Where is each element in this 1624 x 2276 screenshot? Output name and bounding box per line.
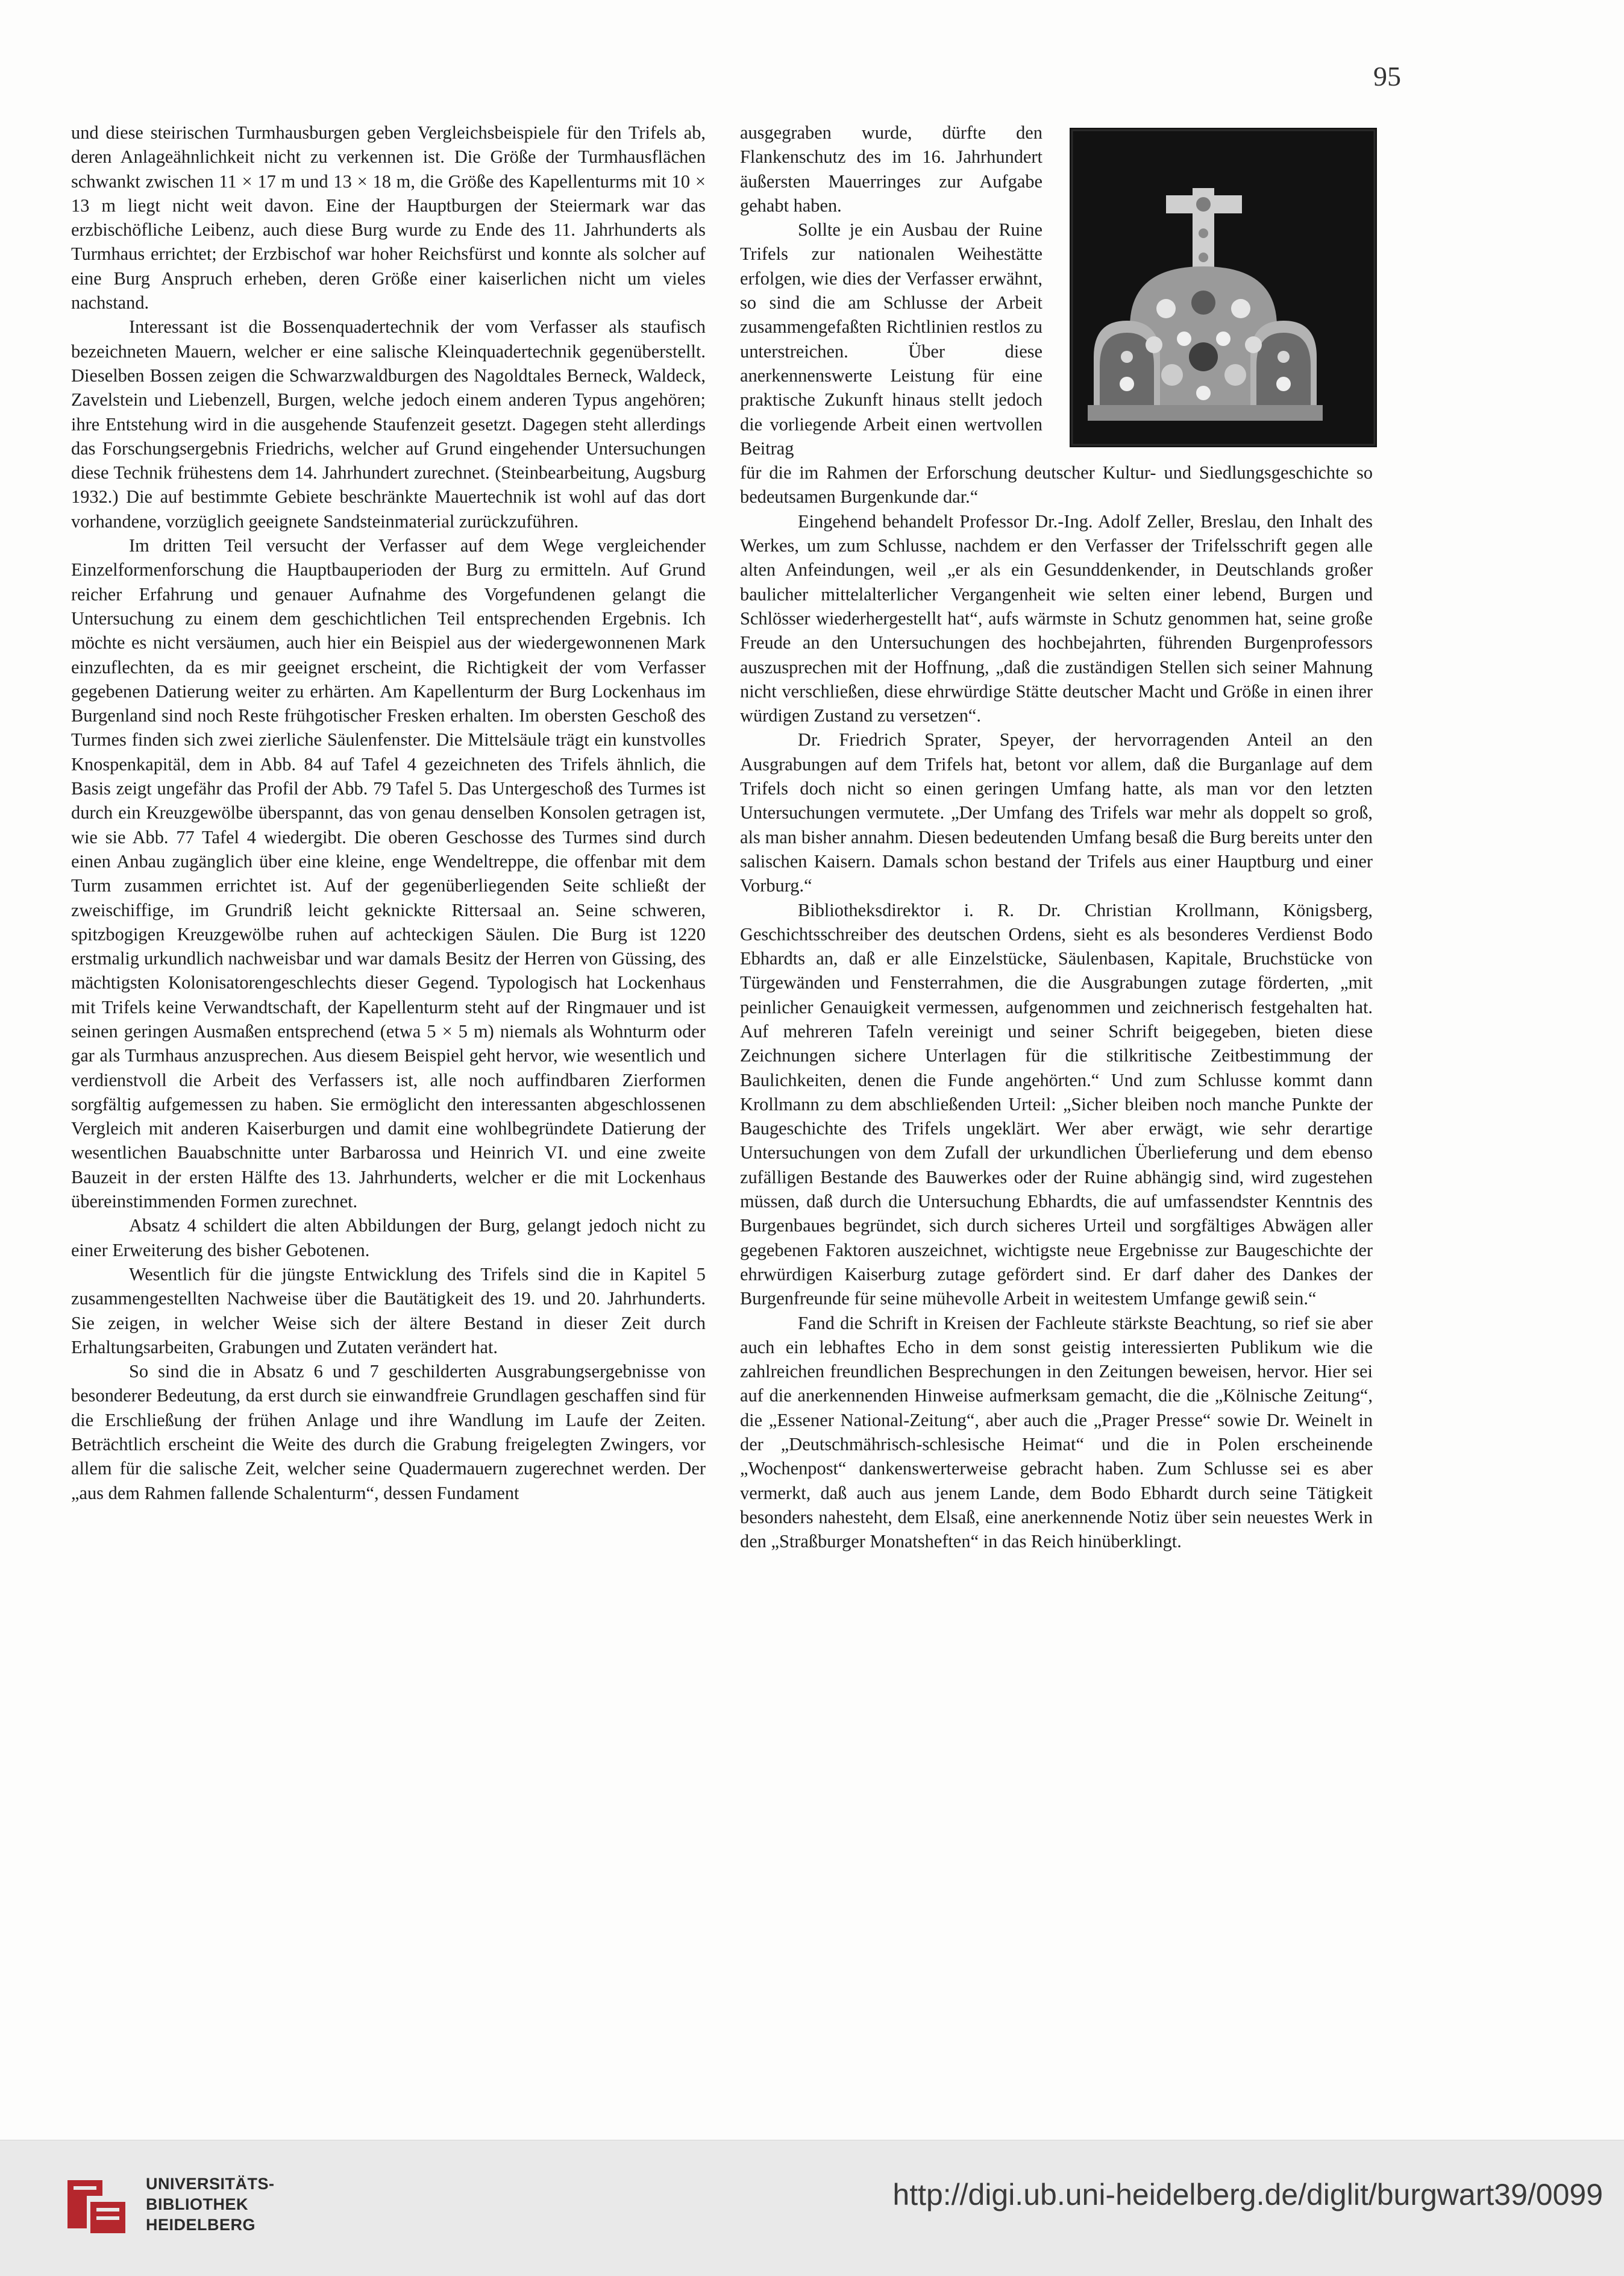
crown-photograph <box>1070 128 1377 447</box>
paragraph: Interessant ist die Bossenquadertechnik der vom Verfasser als staufisch bezeichneten Mauern, welcher er eine salische Kleinquadertechnik gegenüberstellt. Dieselben Bossen zeigen die Schwarzwaldburgen des Nagoldtales Berneck, Waldeck, Zavelstein und Liebenzell, Burgen, welche jedoch einem anderen Typus angehören; ihre Entstehung wird in die ausgehende Staufenzeit gesetzt. Dagegen steht allerdings das Forschungsergebnis Friedrichs, welcher auf Grund eingehender Untersuchungen diese Technik frühestens dem 14. Jahrhundert zurechnet. (Steinbearbeitung, Augsburg 1932.) Die auf bestimmte Gebiete beschränkte Mauertechnik ist wohl auf das dort vorhandene, vorzüglich geeignete Sandsteinmaterial zurückzuführen. <box>71 316 706 532</box>
left-column <box>71 121 706 1505</box>
library-name-line: UNIVERSITÄTS- <box>146 2175 275 2193</box>
text-beside-illustration <box>740 121 1042 461</box>
paragraph: Absatz 4 schildert die alten Abbildungen der Burg, gelangt jedoch nicht zu einer Erweiterung des bisher Gebotenen. <box>71 1215 706 1260</box>
source-url-link[interactable]: http://digi.ub.uni-heidelberg.de/diglit/burgwart39/0099 <box>892 2178 1603 2212</box>
paragraph: Sollte je ein Ausbau der Ruine Trifels zur nationalen Weihestätte erfolgen, wie dies der Verfasser erwähnt, so sind die am Schlusse der Arbeit zusammengefaßten Richtlinien restlos zu unterstreichen. Über diese anerkennenswerte Leistung für eine praktische Zukunft hinaus stellt jedoch die vorliegende Arbeit einen wertvollen Beitrag <box>740 219 1042 459</box>
paragraph: Fand die Schrift in Kreisen der Fachleute stärkste Beachtung, so rief sie aber auch ein lebhaftes Echo in dem sonst geistig interessierten Publikum wie die zahlreichen freundlichen Besprechungen in den Zeitungen beweisen, hervor. Hier sei auf die anerkennenden Hinweise aufmerksam gemacht, die die „Kölnische Zeitung“, die „Essener National-Zeitung“, aber auch die „Prager Presse“ sowie Dr. Weinelt in der „Deutschmährisch-schlesische Heimat“ und die in Polen erscheinende „Wochenpost“ dankenswerterweise gebracht haben. Zum Schlusse sei es aber vermerkt, daß auch aus jenem Lande, dem Bodo Ebhardt durch seine Tätigkeit besonders nahesteht, dem Elsaß, eine anerkennende Notiz über sein neuestes Werk in den „Straßburger Monatsheften“ in das Reich hinüberklingt. <box>740 1312 1373 1552</box>
library-name <box>146 2174 275 2235</box>
crown-image <box>1070 128 1377 447</box>
paragraph: So sind die in Absatz 6 und 7 geschilderten Ausgrabungsergebnisse von besonderer Bedeutung, da erst durch sie einwandfreie Grundlagen geschaffen sind für die Erschließung der frühen Anlage und ihre Wandlung im Laufe der Zeiten. Beträchtlich erscheint die Weite des durch die Grabung freigelegten Zwingers, vor allem für die salische Zeit, welcher seine Quadermauern zugerechnet werden. Der „aus dem Rahmen fallende Schalenturm“, dessen Fundament <box>71 1361 706 1503</box>
paragraph: ausgegraben wurde, dürfte den Flankenschutz des im 16. Jahrhundert äußersten Mauerringes zur Aufgabe gehabt haben. <box>740 122 1042 216</box>
paragraph: Eingehend behandelt Professor Dr.-Ing. Adolf Zeller, Breslau, den Inhalt des Werkes, um zum Schlusse, nachdem er den Verfasser der Trifelsschrift gegen alle alten Anfeindungen, weil „er als ein Gesunddenkender, in Deutschlands großer baulicher mittelalterlicher Vergangenheit wie selten einer lebend, Burgen und Schlösser wiederhergestellt hat“, aufs wärmste in Schutz genommen hat, seine große Freude an den Untersuchungen des hochbejahrten, führenden Burgenprofessors auszusprechen mit der Hoffnung, „daß die zuständigen Stellen sich seiner Mahnung nicht verschließen, diese ehrwürdige Stätte deutscher Macht und Größe in einen ihrer würdigen Zustand zu versetzen“. <box>740 511 1373 726</box>
library-name-line: BIBLIOTHEK <box>146 2195 248 2213</box>
paragraph: für die im Rahmen der Erforschung deutscher Kultur- und Siedlungsgeschichte so bedeutsamen Burgenkunde dar.“ <box>740 462 1373 508</box>
paragraph: Im dritten Teil versucht der Verfasser auf dem Wege vergleichender Einzelformenforschung die Hauptbauperioden der Burg zu ermitteln. Auf Grund reicher Erfahrung und genauer Aufnahme des Vorgefundenen gelangt die Untersuchung zu einem dem geschichtlichen Teil entsprechenden Ergebnis. Ich möchte es nicht versäumen, auch hier ein Beispiel aus der wiedergewonnenen Mark einzuflechten, da es mir geeignet erscheint, die Richtigkeit der vom Verfasser gegebenen Datierung weiter zu erhärten. Am Kapellenturm der Burg Lockenhaus im Burgenland sind noch Reste frühgotischer Fresken erhalten. Im obersten Geschoß des Turmes finden sich zwei zierliche Säulenfenster. Die Mittelsäule trägt ein kunstvolles Knospenkapitäl, dem in Abb. 84 auf Tafel 4 gezeichneten des Trifels ähnlich, die Basis zeigt ungefähr das Profil der Abb. 79 Tafel 5. Das Untergeschoß des Turmes ist durch ein Kreuzgewölbe überspannt, das von genau denselben Konsolen getragen ist, wie sie Abb. 77 Tafel 4 wiedergibt. Die oberen Geschosse des Turmes sind durch einen Anbau zugänglich über eine kleine, enge Wendeltreppe, die offenbar mit dem Turm zusammen errichtet ist. Auf der gegenüberliegenden Seite schließt der zweischiffige, im Grundriß leicht geknickte Rittersaal an. Seine schweren, spitzbogigen Kreuzgewölbe ruhen auf achteckigen Säulen. Die Burg ist 1220 erstmalig urkundlich nachweisbar und war damals Besitz der Herren von Güssing, des mächtigsten Kolonisatorengeschlechts dieser Gegend. Typologisch hat Lockenhaus mit Trifels keine Verwandtschaft, der Kapellenturm steht auf der Ringmauer und ist seinen geringen Ausmaßen entsprechend (etwa 5 × 5 m) niemals als Wohnturm oder gar als Turmhaus anzusprechen. Aus diesem Beispiel geht hervor, wie wesentlich und verdienstvoll die Arbeit des Verfassers ist, alle noch auffindbaren Zierformen sorgfältig aufgemessen zu haben. Sie ermöglicht den interessanten abgeschlossenen Vergleich mit anderen Kaiserburgen und damit eine wohlbegründete Datierung der wesentlichen Bauabschnitte unter Barbarossa und Heinrich VI. und eine zweite Bauzeit in der ersten Hälfte des 13. Jahrhunderts, welcher er die mit Lockenhaus übereinstimmenden Formen zurechnet. <box>71 535 706 1212</box>
paragraph: Bibliotheksdirektor i. R. Dr. Christian Krollmann, Königsberg, Geschichtsschreiber des deutschen Ordens, sieht es als besonderes Verdienst Bodo Ebhardts an, daß er alle Einzelstücke, Säulenbasen, Kapitale, Bruchstücke von Türgewänden und Fensterrahmen, die die Ausgrabungen zutage förderten, „mit peinlicher Genauigkeit vermessen, aufgenommen und zeichnerisch festgehalten hat. Auf mehreren Tafeln vereinigt und seiner Schrift beigegeben, bieten diese Zeichnungen sichere Unterlagen für die stilkritische Zeitbestimmung der Baulichkeiten, denen die Funde angehörten.“ Und zum Schlusse kommt dann Krollmann zu dem abschließenden Urteil: „Sicher bleiben noch manche Punkte der Baugeschichte des Trifels ungeklärt. Wer aber erwägt, wie sehr derartige Untersuchungen von dem Zufall der urkundlichen Überlieferung und dem ebenso zufälligen Bestande des Bauwerkes oder der Ruine abhängig sind, wird zugestehen müssen, daß durch die Untersuchung Ebhardts, die auf umfassendster Kenntnis des Burgenbaues begründet, sich durch sicheres Urteil und sorgfältiges Abwägen aller gegebenen Faktoren auszeichnet, wichtigste neue Ergebnisse zur Baugeschichte der ehrwürdigen Kaiserburg zutage gefördert sind. Er darf daher des Dankes der Burgenfreunde für seine mühevolle Arbeit in weitestem Umfange gewiß sein.“ <box>740 899 1373 1309</box>
library-name-line: HEIDELBERG <box>146 2216 256 2234</box>
paragraph: Dr. Friedrich Sprater, Speyer, der hervorragenden Anteil an den Ausgrabungen auf dem Trifels hat, betont vor allem, daß die Burganlage auf dem Trifels doch nicht so einen geringen Umfang hatte, als man vor den letzten Untersuchungen vermutete. „Der Umfang des Trifels war mehr als doppelt so groß, als man bisher annahm. Diesen bedeutenden Umfang besaß die Burg bereits unter den salischen Kaisern. Damals schon bestand der Trifels aus einer Hauptburg und einer Vorburg.“ <box>740 729 1373 896</box>
paragraph: Wesentlich für die jüngste Entwicklung des Trifels sind die in Kapitel 5 zusammengestellten Nachweise über die Bautätigkeit des 19. und 20. Jahrhunderts. Sie zeigen, in welcher Weise sich der ältere Bestand in dieser Zeit durch Erhaltungsarbeiten, Grabungen und Zutaten verändert hat. <box>71 1263 706 1357</box>
paragraph: und diese steirischen Turmhausburgen geben Vergleichsbeispiele für den Trifels ab, deren Anlageähnlichkeit nicht zu verkennen ist. Die Größe der Turmhausflächen schwankt zwischen 11 × 17 m und 13 × 18 m, die Größe des Kapellenturms mit 10 × 13 m liegt nicht weit davon. Eine der Hauptburgen der Steiermark war das erzbischöfliche Leibenz, auch diese Burg wurde zu Ende des 11. Jahrhunderts als Turmhaus errichtet; der Erzbischof war hoher Reichsfürst und konnte als solcher auf eine Burg Anspruch erheben, deren Größe einer kaiserlichen nicht um vieles nachstand. <box>71 122 706 313</box>
university-library-logo-icon <box>60 2168 133 2240</box>
page-number: 95 <box>1373 61 1401 92</box>
